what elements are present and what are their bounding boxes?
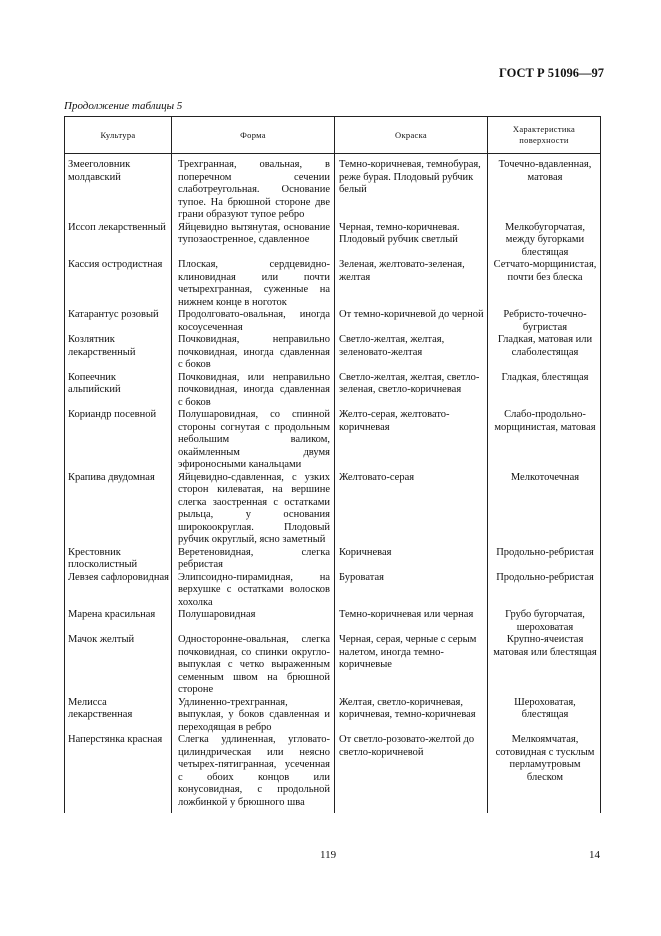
cell-color: Желто-серая, желтовато-коричневая (335, 409, 488, 472)
cell-form: Яйцевидно вытянутая, основание тупозаостренное, сдавленное (172, 222, 335, 260)
column-header-form: Форма (172, 117, 335, 154)
table-row (65, 472, 601, 547)
table-row (65, 547, 601, 572)
cell-form: Почковидная, или неправильно почковидная, иногда сдавленная с боков (172, 372, 335, 410)
table-row (65, 372, 601, 410)
standard-number: ГОСТ Р 51096—97 (498, 66, 604, 80)
cell-culture: Копеечник альпийский (65, 372, 172, 410)
cell-form: Полушаровидная (172, 609, 335, 634)
cell-form: Трехгранная, овальная, в поперечном сечении слаботреугольная. Основание тупое. На брюшной стороне две грани образуют тупое ребро (172, 154, 335, 222)
cell-culture: Левзея сафлоровидная (65, 572, 172, 610)
cell-surface: Мелкоточечная (488, 472, 601, 547)
cell-form: Веретеновидная, слегка ребристая (172, 547, 335, 572)
cell-surface: Крупно-ячеистая матовая или блестящая (488, 634, 601, 697)
cell-surface: Точечно-вдавленная, матовая (488, 154, 601, 222)
cell-color: Желтовато-серая (335, 472, 488, 547)
seed-characteristics-table (64, 116, 601, 813)
cell-culture: Кассия остродистная (65, 259, 172, 309)
column-header-culture: Культура (65, 117, 172, 154)
cell-surface: Слабо-продольно-морщинистая, матовая (488, 409, 601, 472)
cell-surface: Мелкобугорчатая, между бугорками блестящая (488, 222, 601, 260)
page-number: 119 (320, 849, 337, 861)
cell-surface: Продольно-ребристая (488, 572, 601, 610)
table-row (65, 609, 601, 634)
cell-color: Черная, темно-коричневая. Плодовый рубчик светлый (335, 222, 488, 260)
cell-culture: Марена красильная (65, 609, 172, 634)
cell-form: Удлиненно-трехгранная, выпуклая, у боков сдавленная и переходящая в ребро (172, 697, 335, 735)
cell-color: Желтая, светло-коричневая, коричневая, темно-коричневая (335, 697, 488, 735)
cell-culture: Змееголовник молдавский (65, 154, 172, 222)
cell-form: Элипсоидно-пирамидная, на верхушке с остатками волосков хохолка (172, 572, 335, 610)
cell-form: Слегка удлиненная, угловато-цилиндрическая или неясно четырех-пятигранная, усеченная с обоих концов или конусовидная, с продольной ложбинкой у брюшного шва (172, 734, 335, 813)
cell-color: Светло-желтая, желтая, светло-зеленая, светло-коричневая (335, 372, 488, 410)
cell-surface: Гладкая, блестящая (488, 372, 601, 410)
table-header-row (65, 117, 601, 154)
cell-culture: Крапива двудомная (65, 472, 172, 547)
cell-surface: Грубо бугорчатая, шероховатая (488, 609, 601, 634)
cell-form: Полушаровидная, со спинной стороны согнутая с продольным небольшим валиком, окаймленным двумя эфироносными канальцами (172, 409, 335, 472)
cell-form: Односторонне-овальная, слегка почковидная, со спинки округло-выпуклая с четко выраженным семенным швом на брюшной стороне (172, 634, 335, 697)
cell-culture: Крестовник плосколистный (65, 547, 172, 572)
cell-form: Продолговато-овальная, иногда косоусеченная (172, 309, 335, 334)
cell-color: Черная, серая, черные с серым налетом, иногда темно-коричневые (335, 634, 488, 697)
column-header-surface: Характеристика поверхности (488, 117, 601, 154)
cell-color: Буроватая (335, 572, 488, 610)
table-row (65, 572, 601, 610)
cell-surface: Ребристо-точечно-бугристая (488, 309, 601, 334)
table-row (65, 309, 601, 334)
table-row (65, 222, 601, 260)
cell-form: Почковидная, неправильно почковидная, иногда сдавленная с боков (172, 334, 335, 372)
cell-surface: Продольно-ребристая (488, 547, 601, 572)
cell-color: Светло-желтая, желтая, зеленовато-желтая (335, 334, 488, 372)
column-header-color: Окраска (335, 117, 488, 154)
cell-surface: Шероховатая, блестящая (488, 697, 601, 735)
cell-culture: Козлятник лекарственный (65, 334, 172, 372)
cell-color: Коричневая (335, 547, 488, 572)
table-row (65, 154, 601, 222)
table-row (65, 334, 601, 372)
cell-form: Плоская, сердцевидно-клиновидная или почти четырехгранная, суженные на нижнем конце в ноготок (172, 259, 335, 309)
cell-color: Темно-коричневая, темнобурая, реже бурая. Плодовый рубчик белый (335, 154, 488, 222)
cell-color: Темно-коричневая или черная (335, 609, 488, 634)
cell-color: От темно-коричневой до черной (335, 309, 488, 334)
table-row (65, 259, 601, 309)
table-row (65, 734, 601, 813)
cell-culture: Иссоп лекарственный (65, 222, 172, 260)
cell-surface: Сетчато-морщинистая, почти без блеска (488, 259, 601, 309)
sheet-number: 14 (589, 849, 600, 861)
cell-color: Зеленая, желтовато-зеленая, желтая (335, 259, 488, 309)
cell-culture: Наперстянка красная (65, 734, 172, 813)
table-row (65, 634, 601, 697)
cell-culture: Мелисса лекарственная (65, 697, 172, 735)
table-row (65, 409, 601, 472)
cell-form: Яйцевидно-сдавленная, с узких сторон килеватая, на вершине слегка заостренная с остатками рыльца, у основания широкоокруглая. Плодовый рубчик округлый, ясно заметный (172, 472, 335, 547)
table-continuation-caption: Продолжение таблицы 5 (64, 100, 183, 112)
cell-culture: Мачок желтый (65, 634, 172, 697)
cell-surface: Гладкая, матовая или слаболестящая (488, 334, 601, 372)
cell-culture: Кориандр посевной (65, 409, 172, 472)
cell-color: От светло-розовато-желтой до светло-коричневой (335, 734, 488, 813)
cell-surface: Мелкоямчатая, сотовидная с тусклым перламутровым блеском (488, 734, 601, 813)
cell-culture: Катарантус розовый (65, 309, 172, 334)
table-row (65, 697, 601, 735)
